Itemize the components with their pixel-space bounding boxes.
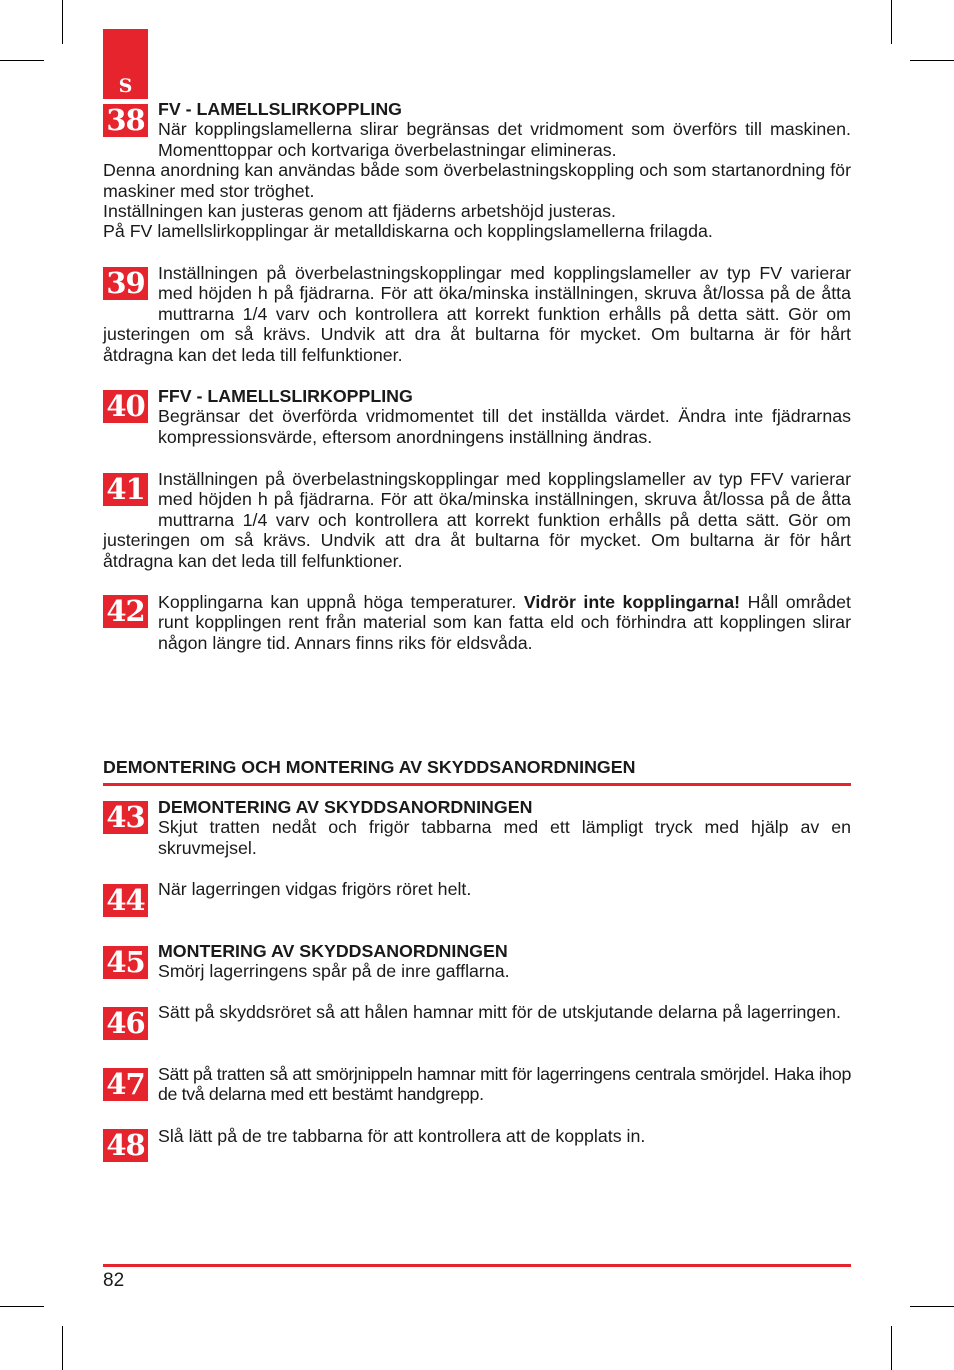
crop-mark: [891, 1326, 892, 1370]
step-38-heading: FV - LAMELLSLIRKOPPLING: [158, 99, 402, 119]
footer-divider: [103, 1264, 851, 1267]
section-divider: [103, 783, 851, 786]
step-39: [103, 263, 851, 365]
step-44-text: När lagerringen vidgas frigörs röret helt.: [158, 879, 472, 899]
step-48: [103, 1126, 851, 1146]
step-38: [103, 99, 851, 242]
page-number: 82: [103, 1270, 125, 1291]
step-number-45: 45: [103, 946, 148, 979]
step-42-warning: Vidrör inte kopplingarna!: [523, 592, 741, 612]
step-number-42: 42: [103, 595, 148, 628]
language-tab: S: [103, 29, 148, 99]
step-number-41: 41: [103, 473, 148, 506]
crop-mark: [910, 60, 954, 61]
step-number-44: 44: [103, 884, 148, 917]
step-41-text: Inställningen på överbelastningskopplingar med kopplingslameller av typ FFV varierar med höjden h på fjädrarna. För att öka/minska inställningen, skruva åt/lossa på de åtta muttrarna 1/4 varv och kontrollera att korrekt funktion erhålls på detta sätt. Gör om justeringen om så krävs. Undvik att dra åt bultarna för mycket. Om bultarna är för hårt åtdragna kan det leda till felfunktioner.: [103, 469, 851, 571]
step-number-38: 38: [103, 104, 148, 137]
step-number-48: 48: [103, 1129, 148, 1162]
step-45-text: Smörj lagerringens spår på de inre gafflarna.: [158, 961, 510, 982]
crop-mark: [891, 0, 892, 44]
step-47: [103, 1064, 851, 1105]
step-39-text: Inställningen på överbelastningskopplingar med kopplingslameller av typ FV varierar med höjden h på fjädrarna. För att öka/minska inställningen, skruva åt/lossa på de åtta muttrarna 1/4 varv och kontrollera att korrekt funktion erhålls på detta sätt. Gör om justeringen om så krävs. Undvik att dra åt bultarna för mycket. Om bultarna är för hårt åtdragna kan det leda till felfunktioner.: [103, 263, 851, 365]
step-43-text: Skjut tratten nedåt och frigör tabbarna med ett lämpligt tryck med hjälp av en skruvmejsel.: [158, 817, 851, 858]
step-47-text: Sätt på tratten så att smörjnippeln hamnar mitt för lagerringens centrala smörjdel. Haka ihop de två delarna med ett bestämt handgrepp.: [158, 1064, 851, 1105]
crop-mark: [0, 1306, 44, 1307]
step-45-heading: MONTERING AV SKYDDSANORDNINGEN: [158, 941, 508, 961]
step-43: [103, 797, 851, 858]
step-40-heading: FFV - LAMELLSLIRKOPPLING: [158, 386, 413, 406]
step-46-text: Sätt på skyddsröret så att hålen hamnar mitt för de utskjutande delarna på lagerringen.: [158, 1002, 841, 1022]
step-43-heading: DEMONTERING AV SKYDDSANORDNINGEN: [158, 797, 533, 817]
crop-mark: [910, 1306, 954, 1307]
step-45: [103, 941, 851, 982]
step-number-39: 39: [103, 267, 148, 300]
step-40: [103, 386, 851, 447]
step-48-text: Slå lätt på de tre tabbarna för att kontrollera att de kopplats in.: [158, 1126, 646, 1146]
step-38-text-2: Denna anordning kan användas både som överbelastningskoppling och som startanordning för maskiner med stor tröghet.: [103, 160, 851, 201]
crop-mark: [62, 1326, 63, 1370]
step-number-46: 46: [103, 1007, 148, 1040]
step-40-text: Begränsar det överförda vridmomentet till det inställda värdet. Ändra inte fjädrarnas kompressionsvärde, eftersom anordningens inställning ändras.: [158, 406, 851, 447]
section-title: DEMONTERING OCH MONTERING AV SKYDDSANORDNINGEN: [103, 757, 636, 777]
step-42-text-2: Håll området runt kopplingen rent från material som kan fatta eld och förhindra att kopplingen slirar någon längre tid. Annars finns riks för eldsvåda.: [158, 592, 851, 653]
crop-mark: [0, 60, 44, 61]
crop-mark: [62, 0, 63, 44]
step-number-43: 43: [103, 801, 148, 834]
step-number-40: 40: [103, 390, 148, 423]
step-42-text-1: Kopplingarna kan uppnå höga temperaturer.: [158, 592, 524, 612]
step-41: [103, 469, 851, 571]
step-38-text-1: När kopplingslamellerna slirar begränsas det vridmoment som överförs till maskinen. Momenttoppar och kortvariga överbelastningar elimineras.: [158, 119, 851, 160]
step-44: [103, 879, 851, 899]
step-38-text-3: Inställningen kan justeras genom att fjäderns arbetshöjd justeras.: [103, 201, 616, 222]
step-38-text-4: På FV lamellslirkopplingar är metalldiskarna och kopplingslamellerna frilagda.: [103, 221, 713, 242]
step-42: [103, 592, 851, 653]
step-46: [103, 1002, 851, 1043]
step-number-47: 47: [103, 1068, 148, 1101]
